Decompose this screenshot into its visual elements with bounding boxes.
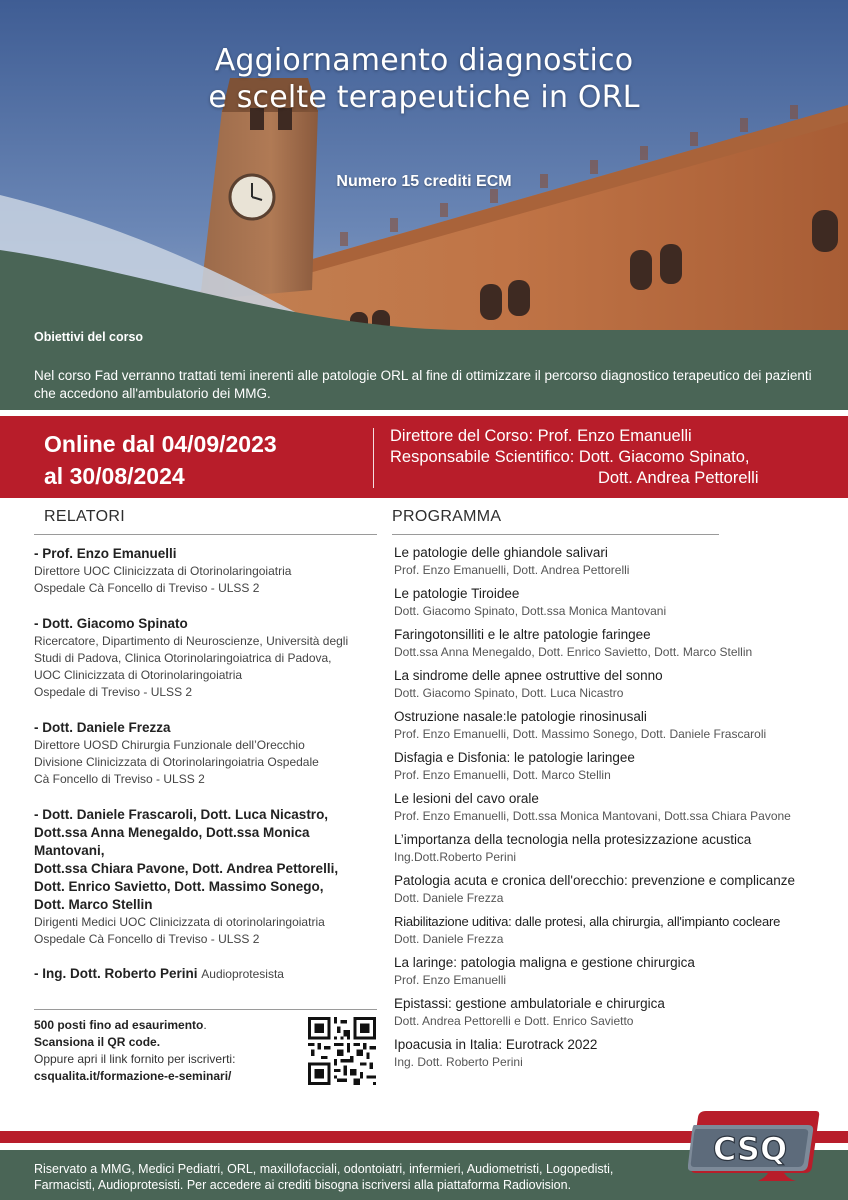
registration-rule (34, 1009, 377, 1010)
course-director: Direttore del Corso: Prof. Enzo Emanuelli (390, 427, 692, 445)
programma-heading: PROGRAMMA (392, 508, 502, 525)
speaker-name: - Dott. Daniele Frezza (34, 720, 171, 735)
program-topic: Patologia acuta e cronica dell'orecchio: prevenzione e complicanze (394, 873, 796, 888)
relatori-heading: RELATORI (44, 508, 125, 525)
program-item (394, 831, 844, 865)
program-item (394, 667, 844, 701)
program-authors: Dott. Andrea Pettorelli e Dott. Enrico Savietto (394, 1014, 634, 1028)
program-topic: Ipoacusia in Italia: Eurotrack 2022 (394, 1037, 598, 1052)
objectives-text: Nel corso Fad verranno trattati temi inerenti alle patologie ORL al fine di ottimizzare il percorso diagnostico terapeutico dei pazienti che accedono all'ambulatorio dei MMG. (34, 368, 812, 401)
speaker-role: Direttore UOC Clinicizzata di Otorinolaringoiatria (34, 564, 292, 578)
speaker-item (34, 615, 379, 701)
registration-info (34, 1017, 294, 1085)
speaker-name: Dott.ssa Anna Menegaldo, Dott.ssa Monica Mantovani, (34, 825, 310, 858)
relatori-rule (34, 534, 377, 535)
program-authors: Dott. Daniele Frezza (394, 932, 504, 946)
qr-code[interactable] (308, 1017, 376, 1085)
program-item (394, 872, 844, 906)
program-topic: Disfagia e Disfonia: le patologie laringee (394, 750, 635, 765)
program-topic: Le patologie Tiroidee (394, 586, 520, 601)
course-dates (44, 428, 277, 492)
speaker-item (34, 966, 379, 981)
dates-band (0, 416, 848, 498)
program-topic: L’importanza della tecnologia nella protesizzazione acustica (394, 832, 752, 847)
program-topic: La sindrome delle apnee ostruttive del sonno (394, 668, 663, 683)
speaker-item (34, 545, 379, 597)
speaker-name: - Prof. Enzo Emanuelli (34, 546, 177, 561)
speaker-role: Cà Foncello di Treviso - ULSS 2 (34, 772, 205, 786)
speaker-role: Ospedale Cà Foncello di Treviso - ULSS 2 (34, 932, 260, 946)
program-topic: Riabilitazione uditiva: dalle protesi, alla chirurgia, all'impianto cocleare (394, 914, 781, 929)
speaker-name: - Ing. Dott. Roberto Perini (34, 966, 198, 981)
date-start: Online dal 04/09/2023 (44, 431, 277, 457)
speaker-role: Direttore UOSD Chirurgia Funzionale dell’Orecchio (34, 738, 305, 752)
program-authors: Dott.ssa Anna Menegaldo, Dott. Enrico Savietto, Dott. Marco Stellin (394, 645, 753, 659)
course-staff (390, 426, 759, 489)
program-item (394, 544, 844, 578)
program-item (394, 749, 844, 783)
program-list (394, 544, 844, 1077)
speaker-name: - Dott. Giacomo Spinato (34, 616, 188, 631)
speaker-role: Divisione Clinicizzata di Otorinolaringoiatria Ospedale (34, 755, 319, 769)
program-topic: Ostruzione nasale:le patologie rinosinusali (394, 709, 647, 724)
footer-line1: Riservato a MMG, Medici Pediatri, ORL, maxillofacciali, odontoiatri, infermieri, Audiometristi, Logopedisti, (34, 1162, 614, 1176)
course-title (0, 42, 848, 116)
speakers-list (34, 545, 379, 999)
speaker-name: Dott.ssa Chiara Pavone, Dott. Andrea Pettorelli, (34, 861, 339, 876)
alt-link-instruction: Oppure apri il link fornito per iscriverti: (34, 1052, 236, 1066)
program-item (394, 790, 844, 824)
course-title-line1: Aggiornamento diagnostico (214, 43, 634, 78)
program-authors: Ing.Dott.Roberto Perini (394, 850, 517, 864)
program-authors: Dott. Giacomo Spinato, Dott.ssa Monica Mantovani (394, 604, 667, 618)
scan-qr-instruction: Scansiona il QR code. (34, 1035, 161, 1049)
program-authors: Dott. Giacomo Spinato, Dott. Luca Nicastro (394, 686, 624, 700)
programma-rule (392, 534, 719, 535)
program-item (394, 708, 844, 742)
program-item (394, 913, 844, 947)
program-item (394, 1036, 844, 1070)
speaker-role: Ospedale di Treviso - ULSS 2 (34, 685, 193, 699)
band-divider (373, 428, 374, 488)
speaker-item (34, 806, 379, 948)
program-authors: Prof. Enzo Emanuelli, Dott. Andrea Pettorelli (394, 563, 630, 577)
speaker-name: - Dott. Daniele Frascaroli, Dott. Luca Nicastro, (34, 807, 329, 822)
speaker-role: Ospedale Cà Foncello di Treviso - ULSS 2 (34, 581, 260, 595)
speaker-role: Dirigenti Medici UOC Clinicizzata di otorinolaringoiatria (34, 915, 325, 929)
speaker-name: Dott. Marco Stellin (34, 897, 153, 912)
scientific-lead-2: Dott. Andrea Pettorelli (598, 469, 759, 487)
seats-available: 500 posti fino ad esaurimento (34, 1018, 204, 1032)
date-end: al 30/08/2024 (44, 463, 185, 489)
program-topic: Epistassi: gestione ambulatoriale e chirurgica (394, 996, 665, 1011)
program-topic: La laringe: patologia maligna e gestione chirurgica (394, 955, 695, 970)
program-authors: Prof. Enzo Emanuelli, Dott.ssa Monica Mantovani, Dott.ssa Chiara Pavone (394, 809, 791, 823)
speaker-role: Audioprotesista (201, 967, 284, 981)
ecm-credits: Numero 15 crediti ECM (336, 173, 512, 190)
seats-line: 500 posti fino ad esaurimento. (34, 1018, 207, 1032)
program-authors: Prof. Enzo Emanuelli (394, 973, 507, 987)
program-item (394, 626, 844, 660)
program-topic: Faringotonsilliti e le altre patologie faringee (394, 627, 651, 642)
program-item (394, 585, 844, 619)
course-title-line2: e scelte terapeutiche in ORL (208, 80, 640, 115)
program-authors: Prof. Enzo Emanuelli, Dott. Massimo Sonego, Dott. Daniele Frascaroli (394, 727, 767, 741)
program-authors: Prof. Enzo Emanuelli, Dott. Marco Stellin (394, 768, 611, 782)
hero-banner (0, 0, 848, 410)
scientific-lead: Responsabile Scientifico: Dott. Giacomo Spinato, (390, 448, 750, 466)
registration-link[interactable]: csqualita.it/formazione-e-seminari/ (34, 1069, 232, 1083)
speaker-name-inline (34, 966, 379, 981)
footer-text (34, 1161, 824, 1193)
speaker-role: UOC Clinicizzata di Otorinolaringoiatria (34, 668, 243, 682)
program-topic: Le patologie delle ghiandole salivari (394, 545, 608, 560)
speaker-role: Ricercatore, Dipartimento di Neuroscienze, Università degli (34, 634, 349, 648)
program-authors: Ing. Dott. Roberto Perini (394, 1055, 523, 1069)
speaker-name: Dott. Enrico Savietto, Dott. Massimo Sonego, (34, 879, 324, 894)
footer-line2: Farmacisti, Audioprotesisti. Per accedere ai crediti bisogna iscriversi alla piattaforma Radiovision. (34, 1178, 572, 1192)
speaker-role: Studi di Padova, Clinica Otorinolaringoiatrica di Padova, (34, 651, 332, 665)
program-topic: Le lesioni del cavo orale (394, 791, 539, 806)
speaker-item (34, 719, 379, 788)
program-item (394, 995, 844, 1029)
program-item (394, 954, 844, 988)
program-authors: Dott. Daniele Frezza (394, 891, 504, 905)
objectives-title: Obiettivi del corso (34, 330, 144, 344)
logo-text: CSQ (712, 1130, 788, 1168)
